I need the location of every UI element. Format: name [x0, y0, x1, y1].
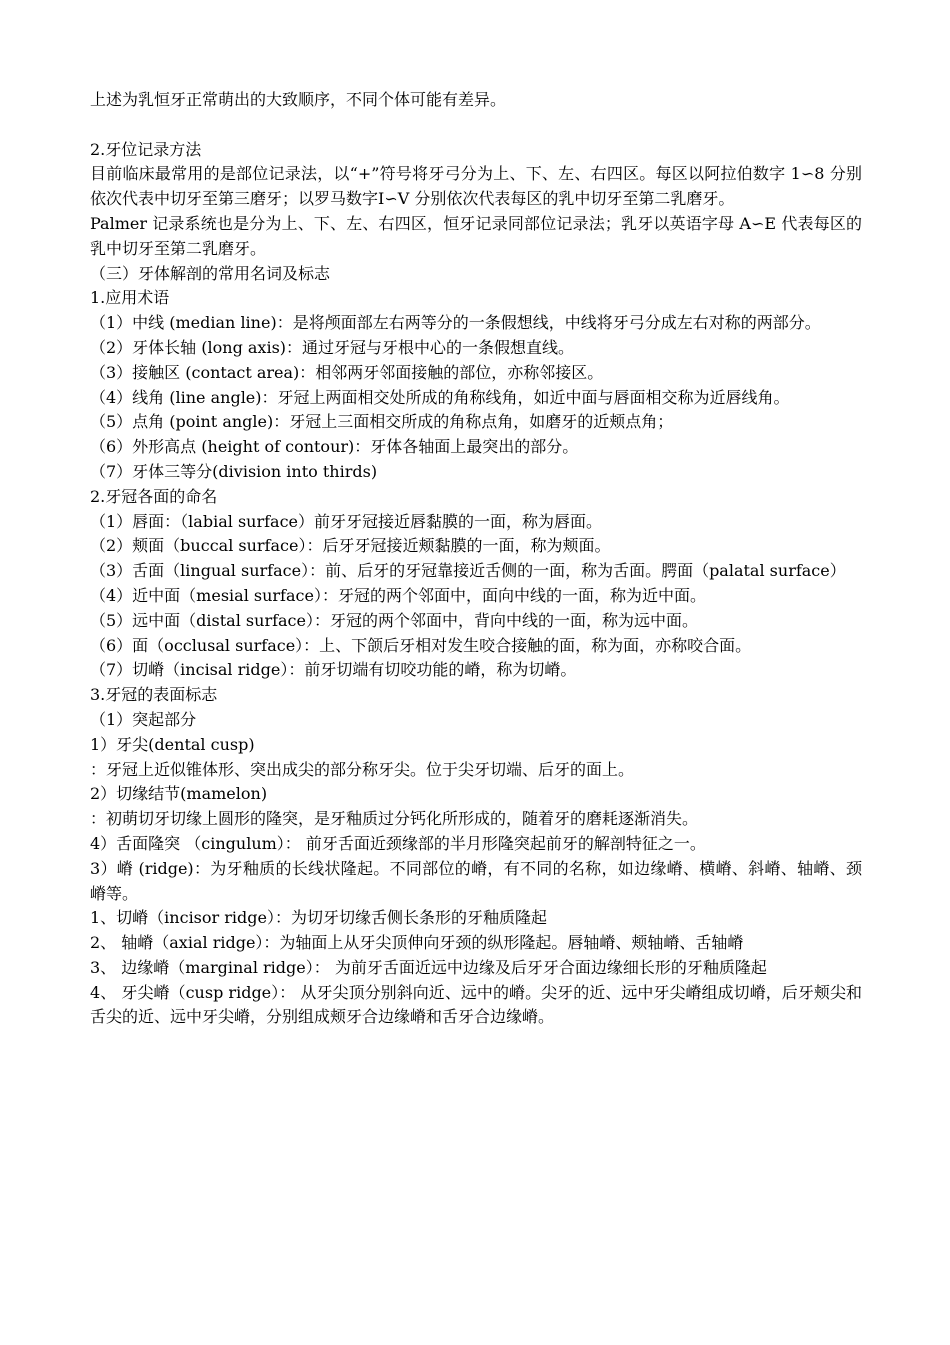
- paragraph: （2）牙体长轴 (long axis)：通过牙冠与牙根中心的一条假想直线。: [90, 337, 575, 357]
- paragraph: （1）突起部分: [90, 709, 197, 729]
- paragraph: （3）接触区 (contact area)：相邻两牙邻面接触的部位，亦称邻接区。: [90, 362, 604, 382]
- paragraph: （6）面（occlusal surface）：上、下颌后牙相对发生咬合接触的面，称为面，亦称咬合面。: [90, 635, 752, 655]
- paragraph: （3）舌面（lingual surface）：前、后牙的牙冠靠接近舌侧的一面，称为舌面。腭面（palatal surface）: [90, 561, 846, 581]
- paragraph: （4）线角 (line angle)：牙冠上两面相交处所成的角称线角，如近中面与唇面相交称为近唇线角。: [90, 387, 790, 407]
- section-heading: 3.牙冠的表面标志: [90, 685, 218, 705]
- paragraph: 上述为乳恒牙正常萌出的大致顺序，不同个体可能有差异。: [90, 90, 507, 109]
- paragraph: ：初萌切牙切缘上圆形的隆突，是牙釉质过分钙化所形成的，随着牙的磨耗逐渐消失。: [90, 809, 699, 829]
- paragraph: （6）外形高点 (height of contour)：牙体各轴面上最突出的部分。: [90, 437, 579, 457]
- document-page: [90, 88, 862, 1030]
- paragraph: 4、 牙尖嵴（cusp ridge）： 从牙尖顶分别斜向近、远中的嵴。尖牙的近、远中牙尖嵴组成切嵴，后牙颊尖和舌尖的近、远中牙尖嵴，分别组成颊牙合边缘嵴和舌牙合边缘嵴。: [90, 982, 862, 1027]
- paragraph: 目前临床最常用的是部位记录法，以“+”符号将牙弓分为上、下、左、右四区。每区以阿拉伯数字 1∽8 分别依次代表中切牙至第三磨牙；以罗马数字Ⅰ∽Ⅴ 分别依次代表每区的乳中切牙至第二乳磨牙。: [90, 164, 862, 209]
- paragraph: 2、 轴嵴（axial ridge）：为轴面上从牙尖顶伸向牙颈的纵形隆起。唇轴嵴、颊轴嵴、舌轴嵴: [90, 933, 744, 953]
- paragraph: 1）牙尖(dental cusp): [90, 734, 255, 754]
- paragraph: （7）牙体三等分(division into thirds): [90, 461, 378, 481]
- paragraph: （1）中线 (median line)：是将颅面部左右两等分的一条假想线，中线将牙弓分成左右对称的两部分。: [90, 313, 821, 333]
- paragraph: 3、 边缘嵴（marginal ridge）： 为前牙舌面近远中边缘及后牙牙合面边缘细长形的牙釉质隆起: [90, 957, 767, 977]
- section-heading: （三）牙体解剖的常用名词及标志: [90, 263, 331, 283]
- paragraph: （2）颊面（buccal surface）：后牙牙冠接近颊黏膜的一面，称为颊面。: [90, 536, 611, 556]
- paragraph: 4）舌面隆突 （cingulum）： 前牙舌面近颈缘部的半月形隆突起前牙的解剖特征之一。: [90, 833, 706, 853]
- paragraph: （5）远中面（distal surface）：牙冠的两个邻面中，背向中线的一面，称为远中面。: [90, 610, 698, 630]
- paragraph: ：牙冠上近似锥体形、突出成尖的部分称牙尖。位于尖牙切端、后牙的面上。: [90, 759, 635, 779]
- paragraph: （4）近中面（mesial surface）：牙冠的两个邻面中，面向中线的一面，称为近中面。: [90, 585, 706, 605]
- paragraph: （1）唇面：（labial surface）前牙牙冠接近唇黏膜的一面，称为唇面。: [90, 511, 602, 531]
- section-heading: 1.应用术语: [90, 288, 170, 308]
- paragraph: 1、切嵴（incisor ridge）：为切牙切缘舌侧长条形的牙釉质隆起: [90, 908, 547, 928]
- section-heading: 2.牙冠各面的命名: [90, 486, 218, 506]
- paragraph: Palmer 记录系统也是分为上、下、左、右四区，恒牙记录同部位记录法；乳牙以英语字母 A∽E 代表每区的乳中切牙至第二乳磨牙。: [90, 213, 862, 258]
- blank-line: [90, 113, 862, 138]
- section-heading: 2.牙位记录方法: [90, 139, 202, 159]
- paragraph: （5）点角 (point angle)：牙冠上三面相交所成的角称点角，如磨牙的近颊点角；: [90, 412, 674, 432]
- paragraph: （7）切嵴（incisal ridge）：前牙切端有切咬功能的嵴，称为切嵴。: [90, 660, 577, 680]
- paragraph: 2）切缘结节(mamelon): [90, 784, 268, 804]
- paragraph: 3）嵴 (ridge)：为牙釉质的长线状隆起。不同部位的嵴，有不同的名称，如边缘嵴、横嵴、斜嵴、轴嵴、颈嵴等。: [90, 858, 862, 903]
